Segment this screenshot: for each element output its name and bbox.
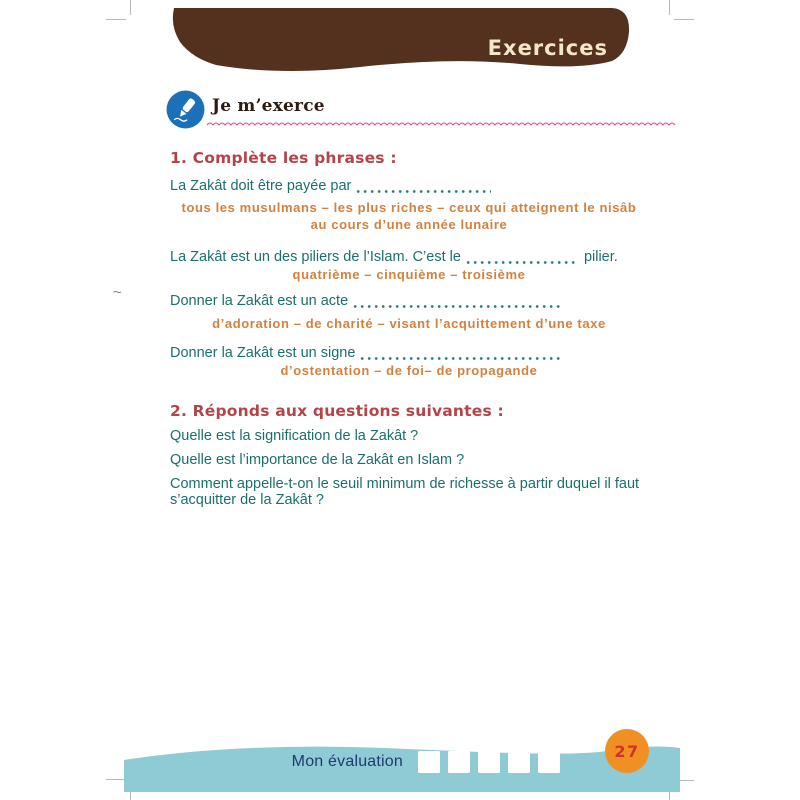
fill-prompt: Donner la Zakât est un signe [170,345,356,361]
section-title: Je m’exerce [212,96,325,116]
evaluation-checkbox [508,751,530,773]
answer-options: d’ostentation – de foi– de propagande [280,363,538,378]
header-banner [168,8,638,76]
fill-blank-line [170,248,648,266]
question: Comment appelle-t-on le seuil minimum de richesse à partir duquel il faut s’acquitter de la Zakât ? [170,476,640,508]
fill-prompt: La Zakât doit être payée par [170,178,352,194]
answer-options: au cours d’une année lunaire [310,217,508,232]
answer-options: d’adoration – de charité – visant l’acquittement d’une taxe [212,316,606,331]
dotted-blank [466,252,576,266]
fill-blank-line [170,344,648,362]
section-header [166,90,680,130]
pencil-icon [166,90,205,129]
fill-blank-line [170,177,648,195]
exercise2-title: 2. Réponds aux questions suivantes : [170,402,504,420]
fill-suffix: pilier. [583,249,618,265]
answer-options: tous les musulmans – les plus riches – ceux qui atteignent le nisâb [181,200,637,215]
answer-options: quatrième – cinquième – troisième [292,267,526,282]
fill-prompt: Donner la Zakât est un acte [170,293,349,309]
crop-mark [674,19,694,20]
wavy-underline [206,118,680,128]
crop-mark [669,0,670,15]
question: Quelle est la signification de la Zakât ? [170,428,419,444]
dotted-blank [356,181,491,195]
crop-mark [130,0,131,15]
dotted-blank [360,348,560,362]
exercises-content [170,149,648,516]
evaluation-checkbox [448,751,470,773]
banner-title: Exercices [487,36,608,60]
page-number: 27 [614,741,640,761]
evaluation-checkboxes [418,751,560,773]
evaluation-checkbox [478,751,500,773]
crop-mark [106,19,126,20]
exercise1-title: 1. Complète les phrases : [170,149,397,167]
footer-band [124,742,680,800]
evaluation-label: Mon évaluation [291,753,403,770]
page-number-disc [605,729,649,773]
evaluation-checkbox [418,751,440,773]
fill-blank-line [170,292,648,310]
fill-prompt: La Zakât est un des piliers de l’Islam. C’est le [170,249,461,265]
crop-mark [106,779,126,780]
margin-mark: ~ [113,284,122,301]
dotted-blank [353,296,563,310]
question: Quelle est l’importance de la Zakât en Islam ? [170,452,465,468]
evaluation-checkbox [538,751,560,773]
